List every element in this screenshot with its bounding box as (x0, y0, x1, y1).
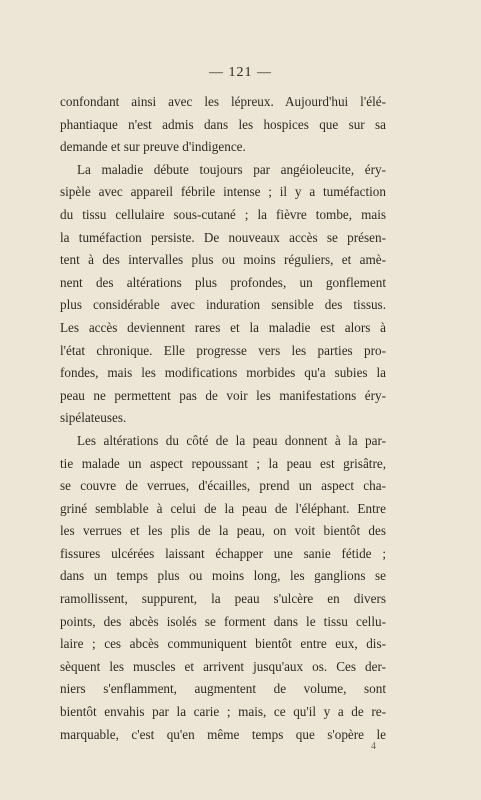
text-line: tie malade un aspect repoussant ; la peau est grisâtre, (60, 455, 386, 471)
text-line: Les altérations du côté de la peau donnent à la par- (77, 432, 386, 448)
text-line: sèquent les muscles et arrivent jusqu'aux os. Ces der- (60, 658, 386, 674)
text-line: nent des altérations plus profondes, un gonflement (60, 274, 386, 290)
text-line: points, des abcès isolés se forment dans le tissu cellu- (60, 613, 386, 629)
text-line: La maladie débute toujours par angéioleucite, éry- (77, 161, 386, 177)
text-line: fissures ulcérées laissant échapper une sanie fétide ; (60, 545, 386, 561)
text-line: fondes, mais les modifications morbides qu'a subies la (60, 365, 386, 381)
text-line: confondant ainsi avec les lépreux. Aujourd'hui l'élé- (60, 94, 386, 109)
text-line: peau ne permettent pas de voir les manifestations éry- (60, 387, 386, 403)
page-number: — 121 — (209, 65, 272, 80)
text-line: Les accès deviennent rares et la maladie est alors à (60, 319, 386, 335)
text-line: les verrues et les plis de la peau, on voit bientôt des (60, 523, 386, 539)
text-line: la tuméfaction persiste. De nouveaux accès se présen- (60, 229, 386, 245)
text-line: marquable, c'est qu'en même temps que s'opère le (60, 726, 386, 742)
text-line: demande et sur preuve d'indigence. (60, 139, 246, 155)
text-line: du tissu cellulaire sous-cutané ; la fièvre tombe, mais (60, 206, 386, 222)
text-line: phantiaque n'est admis dans les hospices que sur sa (60, 116, 386, 132)
signature-mark: 4 (371, 741, 376, 752)
text-line: bientôt envahis par la carie ; mais, ce qu'il y a de re- (60, 704, 386, 720)
text-line: niers s'enflamment, augmentent de volume, sont (60, 681, 386, 697)
text-line: l'état chronique. Elle progresse vers les parties pro- (60, 342, 386, 358)
text-line: sipèle avec appareil fébrile intense ; il y a tuméfaction (60, 184, 386, 200)
text-line: ramollissent, suppurent, la peau s'ulcère en divers (60, 591, 386, 607)
text-line: se couvre de verrues, d'écailles, prend un aspect cha- (60, 478, 386, 494)
text-line: sipélateuses. (60, 410, 127, 426)
text-line: plus considérable avec induration sensible des tissus. (60, 297, 386, 313)
text-line: dans un temps plus ou moins long, les ganglions se (60, 568, 386, 584)
text-line: laire ; ces abcès communiquent bientôt entre eux, dis- (60, 636, 386, 652)
text-line: griné semblable à celui de la peau de l'éléphant. Entre (60, 500, 386, 516)
body-text (60, 91, 386, 746)
text-line: tent à des intervalles plus ou moins réguliers, et amè- (60, 252, 386, 268)
